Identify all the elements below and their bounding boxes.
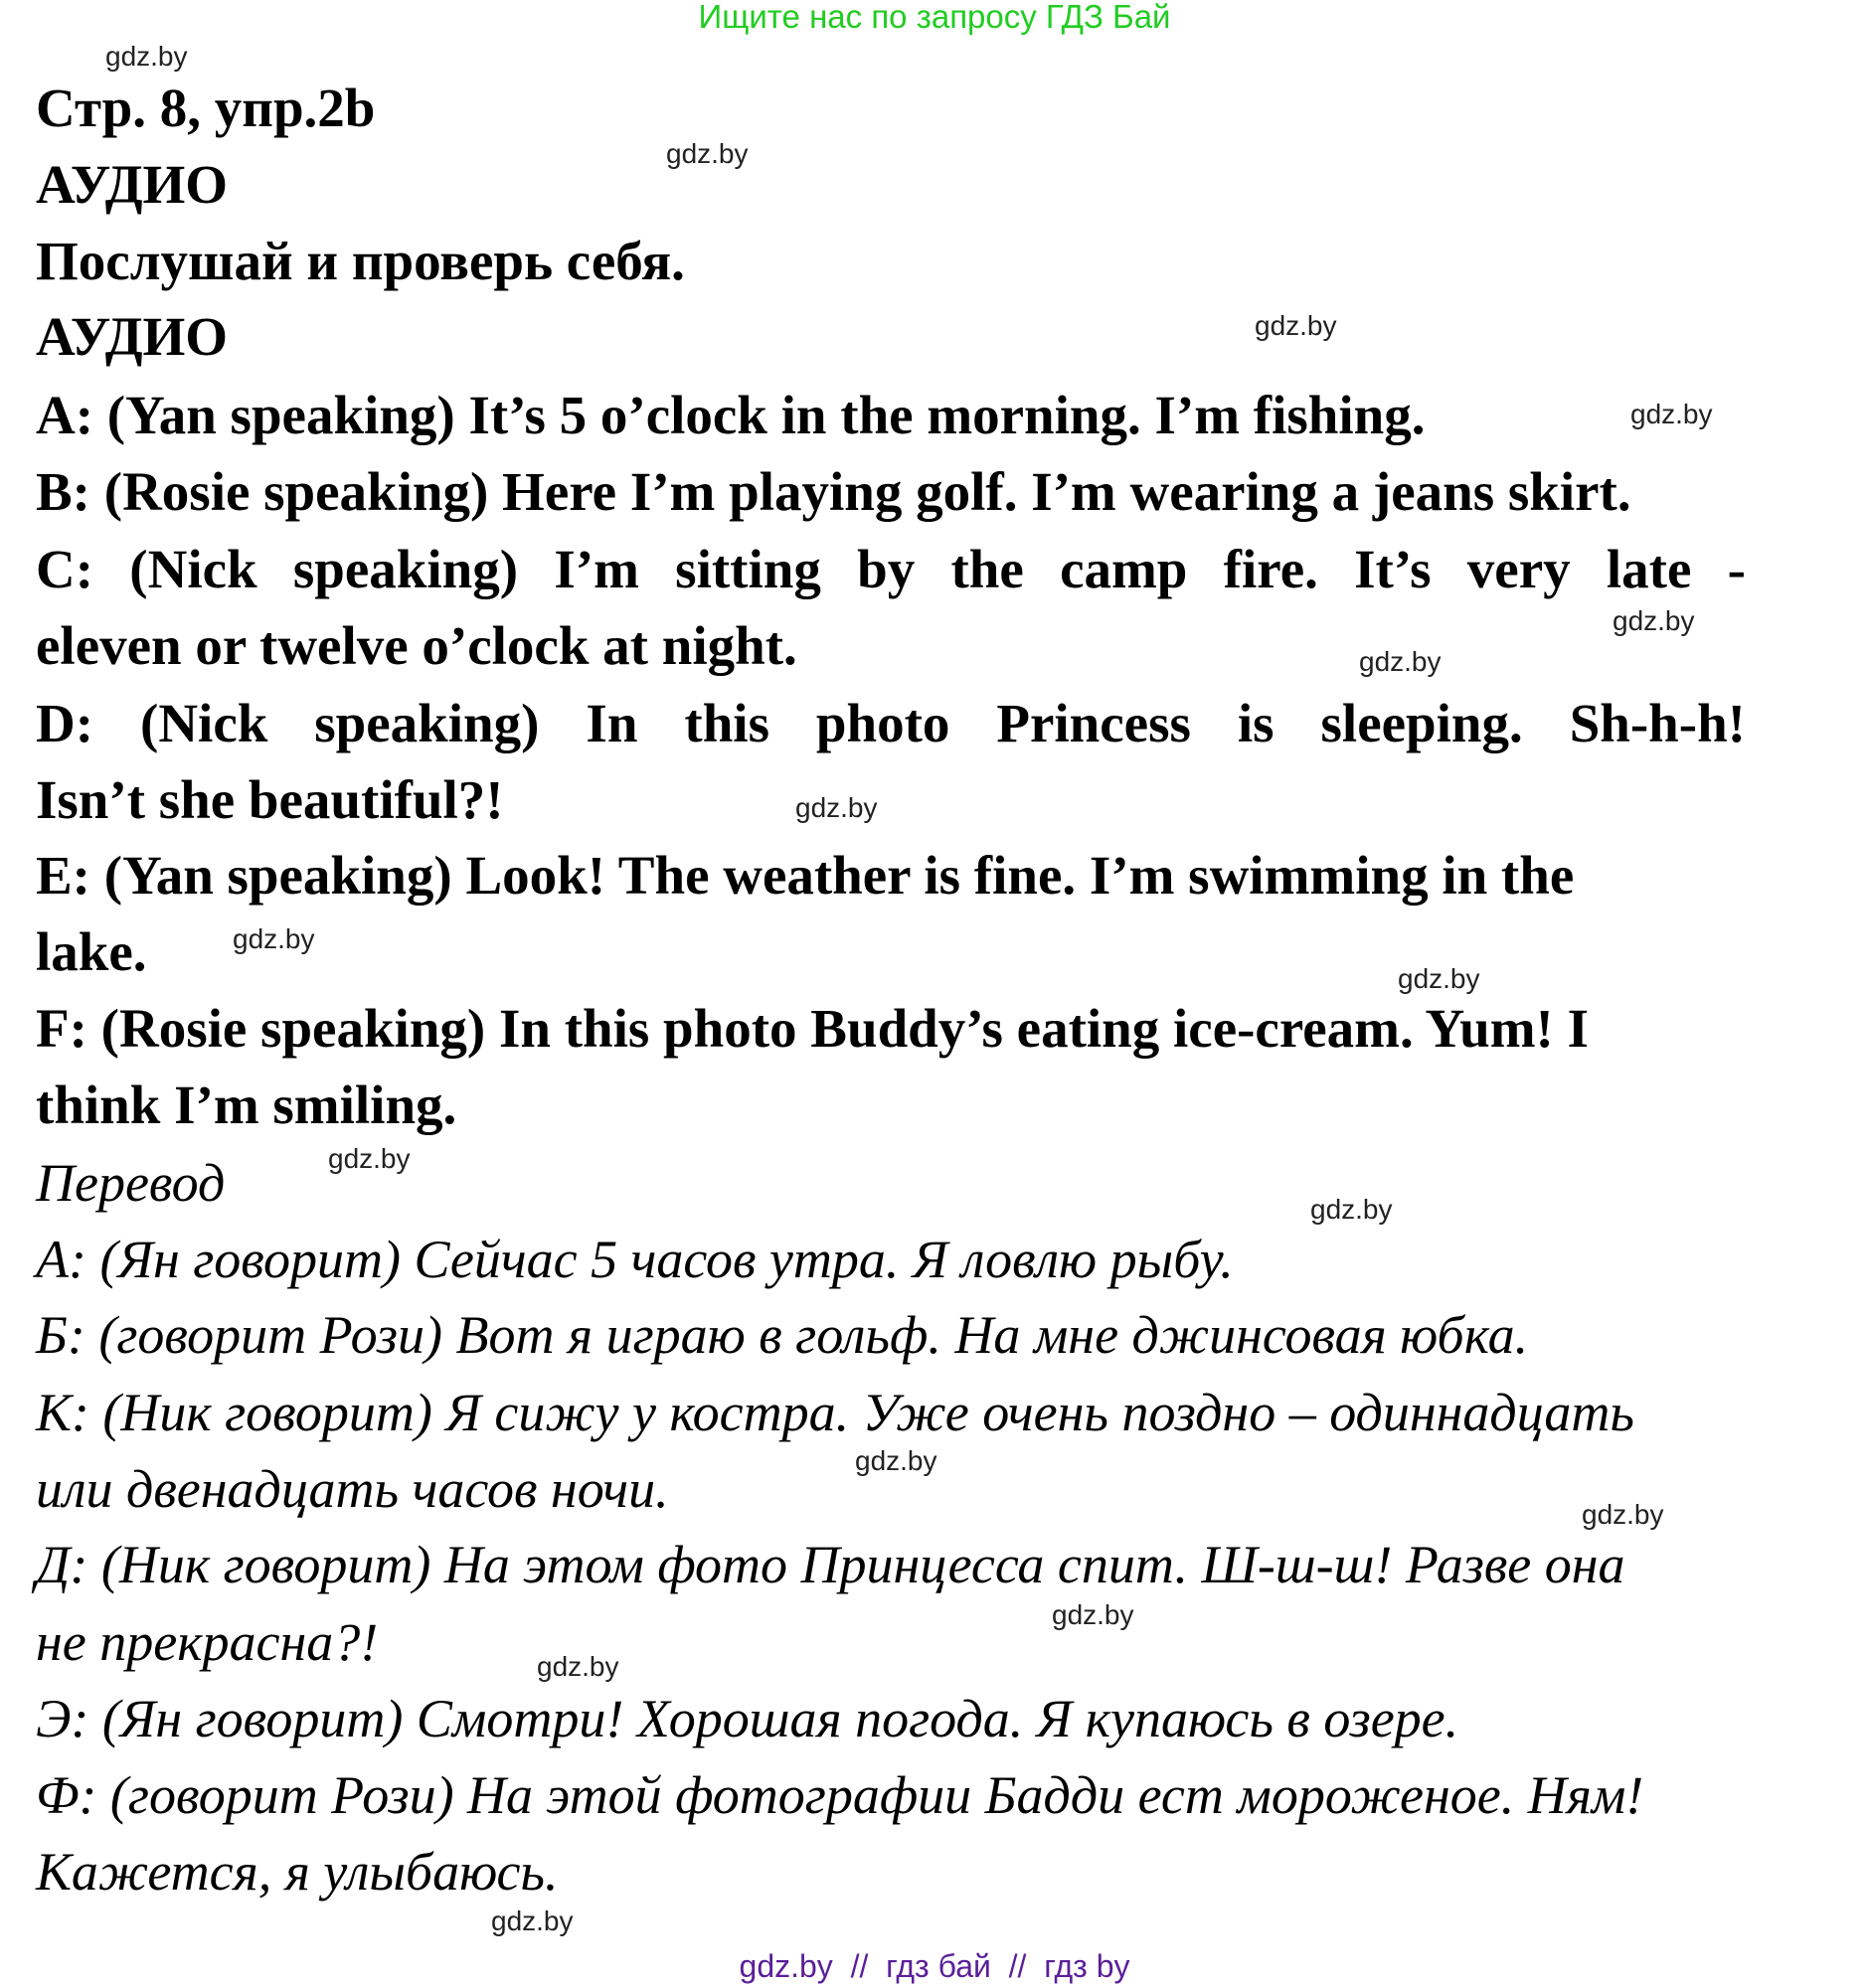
transcript-line: eleven or twelve o’clock at night.	[36, 615, 797, 676]
translation-line: или двенадцать часов ночи.	[36, 1459, 669, 1519]
translation-line: Б: (говорит Рози) Вот я играю в гольф. На мне джинсовая юбка.	[36, 1305, 1529, 1365]
transcript-line: E: (Yan speaking) Look! The weather is fine. I’m swimming in the	[36, 845, 1575, 906]
audio-label: АУДИО	[36, 154, 229, 215]
translation-line: Д: (Ник говорит) На этом фото Принцесса спит. Ш-ш-ш! Разве она	[36, 1535, 1625, 1594]
watermark: gdz.by	[1398, 963, 1480, 994]
transcript-line: lake.	[36, 921, 147, 982]
translation-line: К: (Ник говорит) Я сижу у костра. Уже очень поздно – одиннадцать	[36, 1383, 1634, 1442]
translation-line: А: (Ян говорит) Сейчас 5 часов утра. Я ловлю рыбу.	[36, 1230, 1234, 1289]
watermark: gdz.by	[105, 41, 188, 72]
transcript-line: C: (Nick speaking) I’m sitting by the camp fire. It’s very late -	[36, 539, 1746, 599]
footer-banner: gdz.by // гдз бай // гдз by	[739, 1948, 1130, 1984]
watermark: gdz.by	[1582, 1499, 1664, 1530]
transcript-line: A: (Yan speaking) It’s 5 o’clock in the morning. I’m fishing.	[36, 385, 1426, 445]
page-reference: Стр. 8, упр.2b	[36, 78, 376, 138]
translation-title: Перевод	[36, 1153, 226, 1213]
transcript-line: Isn’t she beautiful?!	[36, 769, 504, 830]
watermark: gdz.by	[1310, 1194, 1393, 1225]
watermark: gdz.by	[666, 138, 749, 169]
watermark: gdz.by	[795, 792, 878, 823]
transcript-line: F: (Rosie speaking) In this photo Buddy’s eating ice-cream. Yum! I	[36, 998, 1589, 1059]
translation-line: Ф: (говорит Рози) На этой фотографии Бадди ест мороженое. Ням!	[36, 1765, 1644, 1825]
watermark: gdz.by	[1255, 310, 1337, 341]
audio-label: АУДИО	[36, 306, 229, 367]
watermark: gdz.by	[1613, 605, 1695, 636]
search-banner: Ищите нас по запросу ГДЗ Бай	[698, 0, 1171, 35]
translation-line: Э: (Ян говорит) Смотри! Хорошая погода. Я купаюсь в озере.	[36, 1689, 1459, 1748]
translation-line: Кажется, я улыбаюсь.	[36, 1842, 559, 1902]
watermark: gdz.by	[537, 1651, 619, 1682]
watermark: gdz.by	[855, 1445, 937, 1476]
transcript-line: think I’m smiling.	[36, 1075, 457, 1135]
instruction: Послушай и проверь себя.	[36, 231, 685, 291]
watermark: gdz.by	[1359, 646, 1442, 677]
watermark: gdz.by	[1052, 1599, 1134, 1630]
transcript-line: B: (Rosie speaking) Here I’m playing golf. I’m wearing a jeans skirt.	[36, 461, 1631, 522]
watermark: gdz.by	[1630, 399, 1713, 429]
watermark: gdz.by	[328, 1143, 411, 1174]
transcript-line: D: (Nick speaking) In this photo Princess is sleeping. Sh-h-h!	[36, 693, 1746, 753]
watermark: gdz.by	[233, 923, 315, 954]
watermark: gdz.by	[491, 1905, 574, 1936]
translation-line: не прекрасна?!	[36, 1612, 379, 1672]
